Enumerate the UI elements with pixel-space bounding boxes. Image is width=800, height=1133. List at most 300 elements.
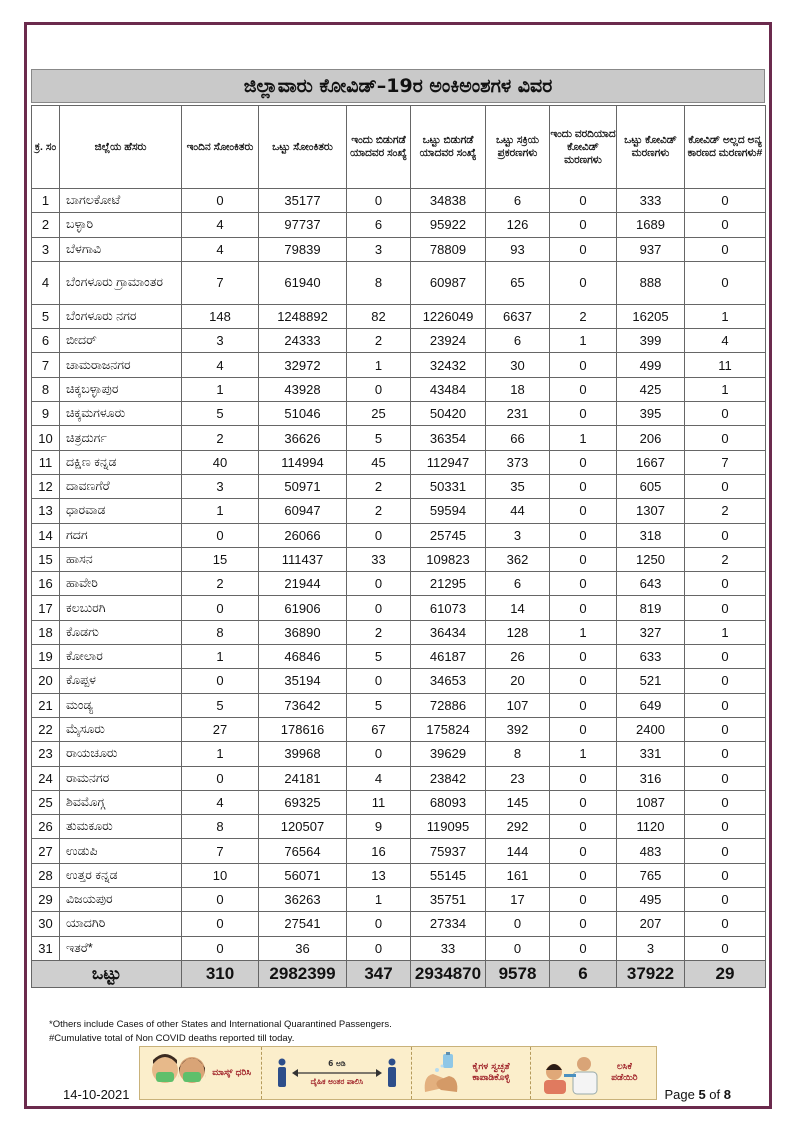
district-cell: ಮಂಡ್ಯ [60, 693, 182, 717]
cell-non-covid-deaths: 0 [685, 596, 766, 620]
cell-total-cases: 79839 [259, 237, 347, 261]
table-row [32, 936, 766, 960]
table-row [32, 839, 766, 863]
cell-todays-deaths: 0 [550, 839, 617, 863]
cell-todays-deaths: 0 [550, 863, 617, 887]
district-cell: ಬೆಳಗಾವಿ [60, 237, 182, 261]
cell-total-cases: 178616 [259, 717, 347, 741]
cell-todays-discharges: 3 [347, 237, 411, 261]
table-row [32, 888, 766, 912]
cell-todays-discharges: 5 [347, 645, 411, 669]
cell-active-cases: 23 [486, 766, 550, 790]
cell-total-cases: 36263 [259, 888, 347, 912]
district-cell: ಕೊಡಗು [60, 620, 182, 644]
cell-todays-discharges: 0 [347, 596, 411, 620]
cell-active-cases: 14 [486, 596, 550, 620]
cell-todays-deaths: 0 [550, 912, 617, 936]
cell-active-cases: 373 [486, 450, 550, 474]
cell-todays-discharges: 8 [347, 261, 411, 304]
cell-todays-deaths: 0 [550, 547, 617, 571]
cell-total-discharges: 43484 [411, 377, 486, 401]
cell-non-covid-deaths: 0 [685, 888, 766, 912]
cell-todays-deaths: 0 [550, 474, 617, 498]
mask-people-icon [148, 1050, 210, 1096]
cell-total-covid-deaths: 1120 [617, 815, 685, 839]
cell-todays-deaths: 1 [550, 329, 617, 353]
cell-non-covid-deaths: 0 [685, 863, 766, 887]
cell-total-covid-deaths: 1667 [617, 450, 685, 474]
mask-label: ಮಾಸ್ಕ್ ಧರಿಸಿ [212, 1067, 252, 1078]
cell-sl-no: 13 [32, 499, 60, 523]
page-frame [24, 22, 772, 1109]
cell-active-cases: 35 [486, 474, 550, 498]
cell-active-cases: 145 [486, 790, 550, 814]
cell-sl-no: 24 [32, 766, 60, 790]
cell-todays-discharges: 6 [347, 213, 411, 237]
cell-todays-cases: 4 [182, 790, 259, 814]
cell-non-covid-deaths: 1 [685, 304, 766, 328]
header-total-discharges: ಒಟ್ಟು ಬಿಡುಗಡೆ ಯಾದವರ ಸಂಖ್ಯೆ [411, 106, 486, 189]
cell-total-cases: 36626 [259, 426, 347, 450]
cell-non-covid-deaths: 7 [685, 450, 766, 474]
cell-todays-deaths: 0 [550, 523, 617, 547]
cell-todays-cases: 7 [182, 839, 259, 863]
table-title: ಜಿಲ್ಲಾವಾರು ಕೋವಿಡ್–19ರ ಅಂಕಿಅಂಶಗಳ ವಿವರ [31, 69, 765, 103]
cell-active-cases: 6 [486, 572, 550, 596]
cell-todays-deaths: 0 [550, 450, 617, 474]
district-cell: ದಾವಣಗೆರೆ [60, 474, 182, 498]
header-todays-deaths: ಇಂದು ವರದಿಯಾದ ಕೋವಿಡ್ ಮರಣಗಳು [550, 106, 617, 189]
district-cell: ಮೈಸೂರು [60, 717, 182, 741]
cell-total-cases: 111437 [259, 547, 347, 571]
person-left-icon [276, 1058, 288, 1088]
cell-total-discharges: 23924 [411, 329, 486, 353]
cell-non-covid-deaths: 0 [685, 790, 766, 814]
cell-todays-discharges: 2 [347, 499, 411, 523]
cell-sl-no: 17 [32, 596, 60, 620]
cell-sl-no: 31 [32, 936, 60, 960]
header-total-cases: ಒಟ್ಟು ಸೋಂಕಿತರು [259, 106, 347, 189]
cell-total-discharges: 175824 [411, 717, 486, 741]
district-cell: ದಕ್ಷಿಣ ಕನ್ನಡ [60, 450, 182, 474]
cell-total-covid-deaths: 206 [617, 426, 685, 450]
table-row [32, 742, 766, 766]
cell-non-covid-deaths: 0 [685, 237, 766, 261]
cell-non-covid-deaths: 0 [685, 936, 766, 960]
cell-total-cases: 24333 [259, 329, 347, 353]
district-cell: ಕೊಪ್ಪಳ [60, 669, 182, 693]
page-total: 8 [723, 1087, 731, 1102]
cell-sl-no: 5 [32, 304, 60, 328]
cell-sl-no: 4 [32, 261, 60, 304]
total-todays-cases: 310 [182, 960, 259, 987]
table-row [32, 863, 766, 887]
cell-active-cases: 66 [486, 426, 550, 450]
cell-non-covid-deaths: 0 [685, 213, 766, 237]
cell-non-covid-deaths: 1 [685, 620, 766, 644]
cell-total-covid-deaths: 483 [617, 839, 685, 863]
table-row [32, 329, 766, 353]
cell-sl-no: 11 [32, 450, 60, 474]
cell-total-covid-deaths: 1087 [617, 790, 685, 814]
cell-sl-no: 16 [32, 572, 60, 596]
cell-todays-deaths: 0 [550, 499, 617, 523]
cell-todays-deaths: 0 [550, 645, 617, 669]
cell-total-covid-deaths: 937 [617, 237, 685, 261]
cell-todays-deaths: 0 [550, 261, 617, 304]
cell-todays-cases: 1 [182, 499, 259, 523]
cell-todays-deaths: 0 [550, 717, 617, 741]
cell-total-covid-deaths: 16205 [617, 304, 685, 328]
cell-active-cases: 20 [486, 669, 550, 693]
cell-non-covid-deaths: 0 [685, 669, 766, 693]
cell-todays-cases: 4 [182, 353, 259, 377]
cell-total-discharges: 1226049 [411, 304, 486, 328]
banner-vaccine-segment [530, 1047, 656, 1099]
cell-total-cases: 24181 [259, 766, 347, 790]
cell-total-cases: 61940 [259, 261, 347, 304]
cell-todays-discharges: 9 [347, 815, 411, 839]
table-row [32, 474, 766, 498]
cell-total-discharges: 55145 [411, 863, 486, 887]
cell-total-cases: 21944 [259, 572, 347, 596]
table-body [32, 189, 766, 988]
cell-todays-discharges: 33 [347, 547, 411, 571]
cell-todays-discharges: 0 [347, 189, 411, 213]
cell-total-covid-deaths: 643 [617, 572, 685, 596]
footnote-others: *Others include Cases of other States and International Quarantined Passengers. [49, 1019, 392, 1030]
cell-active-cases: 107 [486, 693, 550, 717]
cell-non-covid-deaths: 2 [685, 499, 766, 523]
cell-todays-discharges: 1 [347, 353, 411, 377]
cell-total-discharges: 72886 [411, 693, 486, 717]
cell-todays-deaths: 0 [550, 596, 617, 620]
cell-active-cases: 93 [486, 237, 550, 261]
header-total-covid-deaths: ಒಟ್ಟು ಕೋವಿಡ್ ಮರಣಗಳು [617, 106, 685, 189]
cell-total-cases: 27541 [259, 912, 347, 936]
header-sl-no: ಕ್ರ. ಸಂ [32, 106, 60, 189]
district-cell: ಚಿಕ್ಕಬಳ್ಳಾಪುರ [60, 377, 182, 401]
cell-todays-cases: 4 [182, 213, 259, 237]
cell-total-cases: 36890 [259, 620, 347, 644]
total-total-covid-deaths: 37922 [617, 960, 685, 987]
cell-total-discharges: 32432 [411, 353, 486, 377]
cell-total-covid-deaths: 1250 [617, 547, 685, 571]
cell-todays-cases: 3 [182, 329, 259, 353]
cell-non-covid-deaths: 1 [685, 377, 766, 401]
cell-todays-cases: 8 [182, 620, 259, 644]
cell-todays-cases: 5 [182, 402, 259, 426]
cell-todays-cases: 148 [182, 304, 259, 328]
district-cell: ಹಾಸನ [60, 547, 182, 571]
cell-total-cases: 35177 [259, 189, 347, 213]
table-row [32, 766, 766, 790]
cell-sl-no: 20 [32, 669, 60, 693]
cell-non-covid-deaths: 0 [685, 815, 766, 839]
header-todays-discharges: ಇಂದು ಬಿಡುಗಡೆ ಯಾದವರ ಸಂಖ್ಯೆ [347, 106, 411, 189]
cell-todays-cases: 8 [182, 815, 259, 839]
cell-total-covid-deaths: 316 [617, 766, 685, 790]
cell-todays-discharges: 11 [347, 790, 411, 814]
cell-todays-discharges: 5 [347, 426, 411, 450]
total-todays-discharges: 347 [347, 960, 411, 987]
cell-sl-no: 14 [32, 523, 60, 547]
cell-todays-deaths: 0 [550, 669, 617, 693]
header-todays-cases: ಇಂದಿನ ಸೋಂಕಿತರು [182, 106, 259, 189]
cell-total-cases: 60947 [259, 499, 347, 523]
cell-non-covid-deaths: 0 [685, 261, 766, 304]
cell-sl-no: 23 [32, 742, 60, 766]
cell-todays-discharges: 2 [347, 329, 411, 353]
table-row [32, 912, 766, 936]
cell-sl-no: 1 [32, 189, 60, 213]
cell-todays-discharges: 2 [347, 474, 411, 498]
cell-todays-deaths: 1 [550, 620, 617, 644]
district-cell: ಧಾರವಾಡ [60, 499, 182, 523]
district-cell: ಬಾಗಲಕೋಟೆ [60, 189, 182, 213]
cell-total-discharges: 59594 [411, 499, 486, 523]
cell-todays-discharges: 45 [347, 450, 411, 474]
district-cell: ಬೆಂಗಳೂರು ಗ್ರಾಮಾಂತರ [60, 261, 182, 304]
cell-sl-no: 28 [32, 863, 60, 887]
cell-total-cases: 1248892 [259, 304, 347, 328]
cell-total-cases: 32972 [259, 353, 347, 377]
cell-total-discharges: 36434 [411, 620, 486, 644]
cell-todays-deaths: 0 [550, 189, 617, 213]
district-cell: ಕೋಲಾರ [60, 645, 182, 669]
cell-total-covid-deaths: 1307 [617, 499, 685, 523]
cell-todays-discharges: 25 [347, 402, 411, 426]
cell-todays-discharges: 0 [347, 572, 411, 596]
totals-row [32, 960, 766, 987]
cell-total-cases: 26066 [259, 523, 347, 547]
district-cell: ಉಡುಪಿ [60, 839, 182, 863]
cell-sl-no: 12 [32, 474, 60, 498]
cell-non-covid-deaths: 0 [685, 717, 766, 741]
cell-total-cases: 97737 [259, 213, 347, 237]
cell-active-cases: 392 [486, 717, 550, 741]
cell-todays-cases: 0 [182, 189, 259, 213]
table-row [32, 304, 766, 328]
cell-sl-no: 30 [32, 912, 60, 936]
cell-total-covid-deaths: 333 [617, 189, 685, 213]
cell-total-discharges: 78809 [411, 237, 486, 261]
cell-total-discharges: 119095 [411, 815, 486, 839]
cell-todays-discharges: 0 [347, 742, 411, 766]
table-row [32, 499, 766, 523]
cell-sl-no: 3 [32, 237, 60, 261]
cell-todays-discharges: 82 [347, 304, 411, 328]
table-row [32, 426, 766, 450]
cell-non-covid-deaths: 0 [685, 426, 766, 450]
table-row [32, 596, 766, 620]
cell-todays-deaths: 0 [550, 888, 617, 912]
district-covid-table [31, 105, 766, 988]
cell-total-covid-deaths: 331 [617, 742, 685, 766]
cell-total-covid-deaths: 649 [617, 693, 685, 717]
cell-total-discharges: 68093 [411, 790, 486, 814]
cell-non-covid-deaths: 2 [685, 547, 766, 571]
cell-total-cases: 50971 [259, 474, 347, 498]
cell-todays-deaths: 1 [550, 426, 617, 450]
footnotes [49, 1018, 392, 1046]
cell-total-discharges: 50331 [411, 474, 486, 498]
cell-total-covid-deaths: 521 [617, 669, 685, 693]
cell-todays-deaths: 2 [550, 304, 617, 328]
table-row [32, 547, 766, 571]
table-row [32, 450, 766, 474]
district-cell: ಬೀದರ್ [60, 329, 182, 353]
cell-active-cases: 0 [486, 912, 550, 936]
cell-todays-discharges: 67 [347, 717, 411, 741]
district-cell: ರಾಮನಗರ [60, 766, 182, 790]
cell-non-covid-deaths: 0 [685, 742, 766, 766]
cell-active-cases: 362 [486, 547, 550, 571]
cell-sl-no: 18 [32, 620, 60, 644]
cell-todays-cases: 0 [182, 888, 259, 912]
cell-todays-cases: 27 [182, 717, 259, 741]
cell-active-cases: 65 [486, 261, 550, 304]
cell-sl-no: 15 [32, 547, 60, 571]
cell-active-cases: 6637 [486, 304, 550, 328]
cell-todays-cases: 0 [182, 596, 259, 620]
cell-todays-cases: 0 [182, 669, 259, 693]
cell-todays-deaths: 0 [550, 693, 617, 717]
cell-todays-deaths: 0 [550, 213, 617, 237]
table-row [32, 213, 766, 237]
district-cell: ತುಮಕೂರು [60, 815, 182, 839]
cell-sl-no: 27 [32, 839, 60, 863]
cell-total-discharges: 60987 [411, 261, 486, 304]
cell-total-covid-deaths: 399 [617, 329, 685, 353]
cell-total-covid-deaths: 888 [617, 261, 685, 304]
cell-active-cases: 26 [486, 645, 550, 669]
cell-total-discharges: 34838 [411, 189, 486, 213]
cell-todays-deaths: 0 [550, 815, 617, 839]
table-row [32, 402, 766, 426]
cell-total-covid-deaths: 318 [617, 523, 685, 547]
cell-active-cases: 6 [486, 189, 550, 213]
cell-non-covid-deaths: 0 [685, 572, 766, 596]
page-prefix: Page [664, 1087, 695, 1102]
cell-todays-cases: 0 [182, 936, 259, 960]
cell-non-covid-deaths: 0 [685, 693, 766, 717]
cell-todays-discharges: 1 [347, 888, 411, 912]
cell-total-covid-deaths: 633 [617, 645, 685, 669]
district-cell: ವಿಜಯಪುರ [60, 888, 182, 912]
cell-non-covid-deaths: 0 [685, 912, 766, 936]
cell-active-cases: 17 [486, 888, 550, 912]
cell-active-cases: 0 [486, 936, 550, 960]
cell-todays-deaths: 0 [550, 936, 617, 960]
cell-sl-no: 19 [32, 645, 60, 669]
cell-total-discharges: 35751 [411, 888, 486, 912]
cell-total-covid-deaths: 207 [617, 912, 685, 936]
cell-active-cases: 44 [486, 499, 550, 523]
cell-total-discharges: 112947 [411, 450, 486, 474]
cell-total-cases: 69325 [259, 790, 347, 814]
cell-non-covid-deaths: 0 [685, 402, 766, 426]
cell-total-covid-deaths: 395 [617, 402, 685, 426]
table-row [32, 717, 766, 741]
cell-total-covid-deaths: 605 [617, 474, 685, 498]
cell-non-covid-deaths: 0 [685, 189, 766, 213]
cell-todays-discharges: 13 [347, 863, 411, 887]
table-row [32, 790, 766, 814]
cell-non-covid-deaths: 0 [685, 766, 766, 790]
cell-active-cases: 144 [486, 839, 550, 863]
cell-todays-cases: 3 [182, 474, 259, 498]
cell-total-covid-deaths: 1689 [617, 213, 685, 237]
cell-todays-deaths: 0 [550, 353, 617, 377]
cell-todays-discharges: 0 [347, 377, 411, 401]
cell-active-cases: 6 [486, 329, 550, 353]
cell-total-cases: 46846 [259, 645, 347, 669]
cell-active-cases: 126 [486, 213, 550, 237]
footnote-non-covid: #Cumulative total of Non COVID deaths reported till today. [49, 1033, 295, 1044]
cell-todays-discharges: 16 [347, 839, 411, 863]
cell-sl-no: 7 [32, 353, 60, 377]
cell-total-covid-deaths: 499 [617, 353, 685, 377]
cell-total-discharges: 25745 [411, 523, 486, 547]
cell-sl-no: 10 [32, 426, 60, 450]
cell-sl-no: 29 [32, 888, 60, 912]
cell-sl-no: 26 [32, 815, 60, 839]
cell-todays-cases: 1 [182, 377, 259, 401]
cell-todays-deaths: 0 [550, 377, 617, 401]
cell-active-cases: 292 [486, 815, 550, 839]
cell-total-covid-deaths: 327 [617, 620, 685, 644]
cell-total-covid-deaths: 765 [617, 863, 685, 887]
cell-total-discharges: 46187 [411, 645, 486, 669]
table-row [32, 377, 766, 401]
handwash-icon [421, 1052, 461, 1094]
cell-total-cases: 43928 [259, 377, 347, 401]
cell-total-cases: 114994 [259, 450, 347, 474]
cell-sl-no: 2 [32, 213, 60, 237]
cell-total-discharges: 33 [411, 936, 486, 960]
cell-non-covid-deaths: 0 [685, 523, 766, 547]
cell-total-covid-deaths: 819 [617, 596, 685, 620]
distance-value: 6 ಅಡಿ [328, 1059, 346, 1068]
cell-non-covid-deaths: 0 [685, 474, 766, 498]
cell-total-discharges: 75937 [411, 839, 486, 863]
total-active-cases: 9578 [486, 960, 550, 987]
cell-total-discharges: 27334 [411, 912, 486, 936]
cell-total-discharges: 21295 [411, 572, 486, 596]
cell-total-covid-deaths: 3 [617, 936, 685, 960]
cell-total-cases: 73642 [259, 693, 347, 717]
cell-total-discharges: 109823 [411, 547, 486, 571]
table-row [32, 237, 766, 261]
cell-total-covid-deaths: 425 [617, 377, 685, 401]
cell-sl-no: 21 [32, 693, 60, 717]
district-cell: ಗದಗ [60, 523, 182, 547]
cell-todays-cases: 1 [182, 742, 259, 766]
safety-banner [139, 1046, 657, 1100]
cell-total-cases: 51046 [259, 402, 347, 426]
cell-todays-cases: 4 [182, 237, 259, 261]
cell-todays-deaths: 0 [550, 766, 617, 790]
cell-sl-no: 6 [32, 329, 60, 353]
banner-hygiene-segment [411, 1047, 529, 1099]
cell-total-covid-deaths: 495 [617, 888, 685, 912]
header-non-covid-deaths: ಕೋವಿಡ್ ಅಲ್ಲದ ಅನ್ಯ ಕಾರಣದ ಮರಣಗಳು# [685, 106, 766, 189]
table-row [32, 669, 766, 693]
cell-todays-cases: 0 [182, 766, 259, 790]
cell-todays-deaths: 1 [550, 742, 617, 766]
total-total-cases: 2982399 [259, 960, 347, 987]
